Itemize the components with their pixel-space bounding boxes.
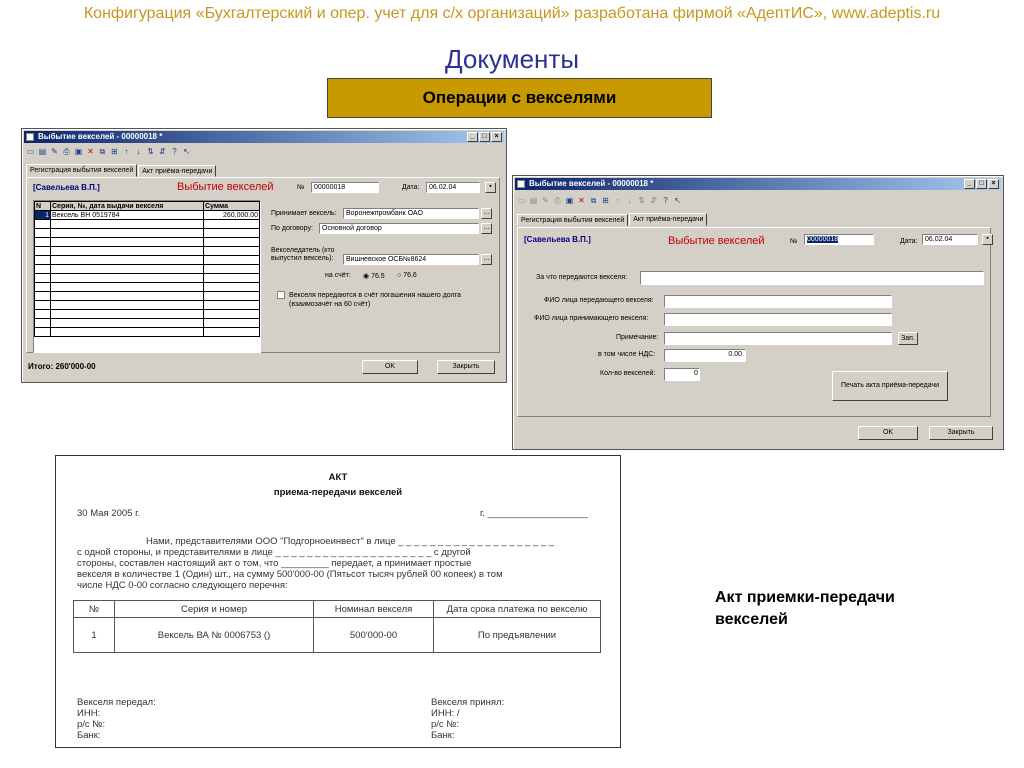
close-button[interactable]: ×: [491, 132, 502, 142]
sig-left-inn: ИНН:: [77, 708, 101, 719]
act-row-series: Вексель ВА № 0006753 (): [115, 618, 314, 653]
minimize-button[interactable]: _: [467, 132, 478, 142]
issuer-field[interactable]: Вишневское ОСБ№8624: [343, 254, 479, 265]
sort-asc-icon[interactable]: ⇅: [638, 195, 645, 205]
calendar-icon[interactable]: ▪: [485, 182, 496, 193]
act-col-series: Серия и номер: [115, 601, 314, 618]
table-row: [74, 618, 601, 653]
issuer-select-button[interactable]: ...: [481, 254, 492, 265]
edit-icon[interactable]: ✎: [542, 195, 549, 205]
account-label: на счёт:: [325, 272, 351, 279]
contract-label: По договору:: [271, 225, 313, 232]
close-window-button[interactable]: Закрыть: [437, 360, 495, 374]
toolbar: [26, 145, 191, 157]
accepts-select-button[interactable]: ...: [481, 208, 492, 219]
tab-panel: [26, 177, 500, 353]
document-icon: [517, 180, 525, 188]
account-radio-76-5[interactable]: ◉ 76.5: [363, 273, 385, 280]
open-icon[interactable]: ⧉: [590, 195, 597, 205]
number-label: №: [297, 184, 305, 191]
maximize-button[interactable]: □: [479, 132, 490, 142]
save-icon[interactable]: ▣: [565, 195, 574, 205]
row-sum: 260,000.00: [204, 211, 260, 220]
number-field[interactable]: 00000018: [804, 234, 874, 245]
sig-left-account: р/с №:: [77, 719, 106, 730]
tree-icon[interactable]: ⊞: [602, 195, 609, 205]
date-label: Дата:: [402, 184, 420, 191]
act-paragraph-2: с одной стороны, и представителями в лице _ _ _ _ _ _ _ _ _ _ _ _ _ _ _ _ _ _ _ _ с другой: [77, 547, 471, 558]
tab-strip: [517, 214, 708, 227]
new-icon[interactable]: ▭: [26, 146, 35, 156]
act-title: АКТ: [328, 472, 348, 483]
date-label: Дата:: [900, 238, 918, 245]
reason-label: За что передаются векселя:: [536, 274, 628, 281]
accepts-label: Принимает вексель:: [271, 210, 337, 217]
new-icon[interactable]: ▭: [517, 195, 526, 205]
vat-label: в том числе НДС:: [598, 351, 656, 358]
page-title: Документы: [444, 44, 580, 74]
sig-right-bank: Банк:: [431, 730, 455, 741]
count-label: Кол-во векселей:: [600, 370, 656, 377]
bills-grid[interactable]: [33, 200, 261, 353]
context-help-icon[interactable]: ↖: [183, 146, 190, 156]
note-button[interactable]: Зап.: [898, 332, 918, 345]
note-field[interactable]: [664, 332, 892, 345]
window-act: [512, 175, 1004, 450]
delete-icon[interactable]: ✕: [87, 146, 94, 156]
user-label: [Савельева В.П.]: [33, 183, 100, 192]
sort-desc-icon[interactable]: ⇵: [159, 146, 166, 156]
contract-select-button[interactable]: ...: [481, 223, 492, 234]
document-icon: [26, 133, 34, 141]
act-subtitle: приема-передачи векселей: [273, 487, 403, 498]
sort-asc-icon[interactable]: ⇅: [147, 146, 154, 156]
date-field[interactable]: 06.02.04: [426, 182, 480, 193]
sig-right-inn: ИНН: /: [431, 708, 460, 719]
user-label: [Савельева В.П.]: [524, 235, 591, 244]
save-icon[interactable]: ▣: [74, 146, 83, 156]
col-series[interactable]: Серия, №, дата выдачи векселя: [51, 202, 204, 211]
offset-checkbox-label: Векселя передаются в счёт погашения нашего долга (взаимозачёт на 60 счёт): [289, 292, 461, 308]
receiver-label: ФИО лица принимающего векселя:: [534, 315, 649, 322]
act-paragraph-5: числе НДС 0-00 согласно следующего перечня:: [77, 580, 288, 591]
print-icon[interactable]: ⎙: [63, 146, 70, 156]
edit-icon[interactable]: ✎: [51, 146, 58, 156]
sig-right-account: р/с №:: [431, 719, 460, 730]
transferor-label: ФИО лица передающего векселя:: [544, 297, 654, 304]
row-name: Вексель ВН 0519784: [51, 211, 204, 220]
top-banner: Конфигурация «Бухгалтерский и опер. учет для с/х организаций» разработана фирмой «АдептИС», www.adeptis.ru: [83, 5, 941, 22]
copy-icon[interactable]: ▤: [38, 146, 47, 156]
act-date: 30 Мая 2005 г.: [77, 508, 141, 519]
number-field[interactable]: 00000018: [311, 182, 379, 193]
toolbar: [517, 194, 682, 206]
print-act-button[interactable]: Печать акта приёма-передачи: [832, 371, 948, 401]
tab-act[interactable]: Акт приёма-передачи: [629, 213, 707, 226]
window-registration: [21, 128, 507, 383]
col-sum[interactable]: Сумма: [204, 202, 260, 211]
total-label: Итого: 260'000-00: [28, 362, 96, 371]
transferor-field[interactable]: [664, 295, 892, 308]
vat-field[interactable]: 0.00: [664, 349, 746, 362]
offset-checkbox[interactable]: [277, 291, 492, 309]
accepts-field[interactable]: Воронежпромбанк ОАО: [343, 208, 479, 219]
act-col-due: Дата срока платежа по векселю: [434, 601, 601, 618]
col-n[interactable]: N: [35, 202, 51, 211]
move-up-icon[interactable]: ↑: [124, 146, 129, 156]
ok-button[interactable]: OK: [858, 426, 918, 440]
act-row-n: 1: [74, 618, 115, 653]
tab-act[interactable]: Акт приёма-передачи: [138, 165, 216, 177]
sort-desc-icon[interactable]: ⇵: [650, 195, 657, 205]
contract-field[interactable]: Основной договор: [319, 223, 479, 234]
date-field[interactable]: 06.02.04: [922, 234, 978, 245]
tab-registration[interactable]: Регистрация выбытия векселей: [26, 164, 137, 177]
maximize-button[interactable]: □: [976, 179, 987, 189]
issuer-label: Векселедатель (кто выпустил вексель):: [271, 247, 335, 262]
minimize-button[interactable]: _: [964, 179, 975, 189]
row-n: 1: [35, 211, 51, 220]
copy-icon[interactable]: ▤: [529, 195, 538, 205]
move-down-icon[interactable]: ↓: [136, 146, 141, 156]
window-title: Выбытие векселей - 00000018 *: [529, 179, 654, 188]
note-label: Примечание:: [616, 334, 659, 341]
move-up-icon[interactable]: ↑: [615, 195, 620, 205]
doc-title: Выбытие векселей: [668, 235, 765, 247]
sig-right-received: Векселя принял:: [431, 697, 505, 708]
close-button[interactable]: ×: [988, 179, 999, 189]
act-paragraph-4: векселя в количестве 1 (Один) шт., на сумму 500'000-00 (Пятьсот тысяч рублей 00 копеек) в том: [77, 569, 503, 580]
ok-button[interactable]: OK: [362, 360, 418, 374]
sig-left-transferred: Векселя передал:: [77, 697, 156, 708]
doc-title: Выбытие векселей: [177, 181, 274, 193]
open-icon[interactable]: ⧉: [99, 146, 106, 156]
act-caption: Акт приемки-передачи векселей: [715, 589, 895, 628]
act-paragraph-3: стороны, составлен настоящий акт о том, что _________ передает, а принимает простые: [77, 558, 472, 569]
sig-left-bank: Банк:: [77, 730, 101, 741]
print-icon[interactable]: ⎙: [554, 195, 561, 205]
help-icon[interactable]: ?: [172, 146, 177, 156]
window-title: Выбытие векселей - 00000018 *: [38, 132, 163, 141]
calendar-icon[interactable]: ▪: [982, 234, 993, 245]
section-label: Операции с векселями: [327, 78, 712, 118]
window-titlebar[interactable]: [24, 131, 504, 143]
close-window-button[interactable]: Закрыть: [929, 426, 993, 440]
act-city: г. ___________________: [480, 508, 588, 519]
act-document: [55, 455, 621, 748]
number-label: №: [790, 238, 798, 245]
table-row[interactable]: [35, 211, 260, 220]
tab-panel: [517, 227, 991, 417]
count-field[interactable]: 0: [664, 368, 700, 381]
context-help-icon[interactable]: ↖: [674, 195, 681, 205]
tree-icon[interactable]: ⊞: [111, 146, 118, 156]
receiver-field[interactable]: [664, 313, 892, 326]
act-paragraph-1: Нами, представителями ООО "Подгорноеинвест" в лице _ _ _ _ _ _ _ _ _ _ _ _ _ _ _ _ _ _ _ _: [146, 536, 555, 547]
act-row-nominal: 500'000-00: [314, 618, 434, 653]
act-row-due: По предъявлении: [434, 618, 601, 653]
act-table: [73, 600, 601, 653]
delete-icon[interactable]: ✕: [578, 195, 585, 205]
move-down-icon[interactable]: ↓: [627, 195, 632, 205]
account-radio-76-6[interactable]: ○ 76.6: [397, 272, 417, 279]
act-col-n: №: [74, 601, 115, 618]
reason-field[interactable]: [640, 271, 984, 285]
tab-registration[interactable]: Регистрация выбытия векселей: [517, 214, 628, 226]
help-icon[interactable]: ?: [663, 195, 668, 205]
act-col-nominal: Номинал векселя: [314, 601, 434, 618]
window-titlebar[interactable]: [515, 178, 1001, 190]
